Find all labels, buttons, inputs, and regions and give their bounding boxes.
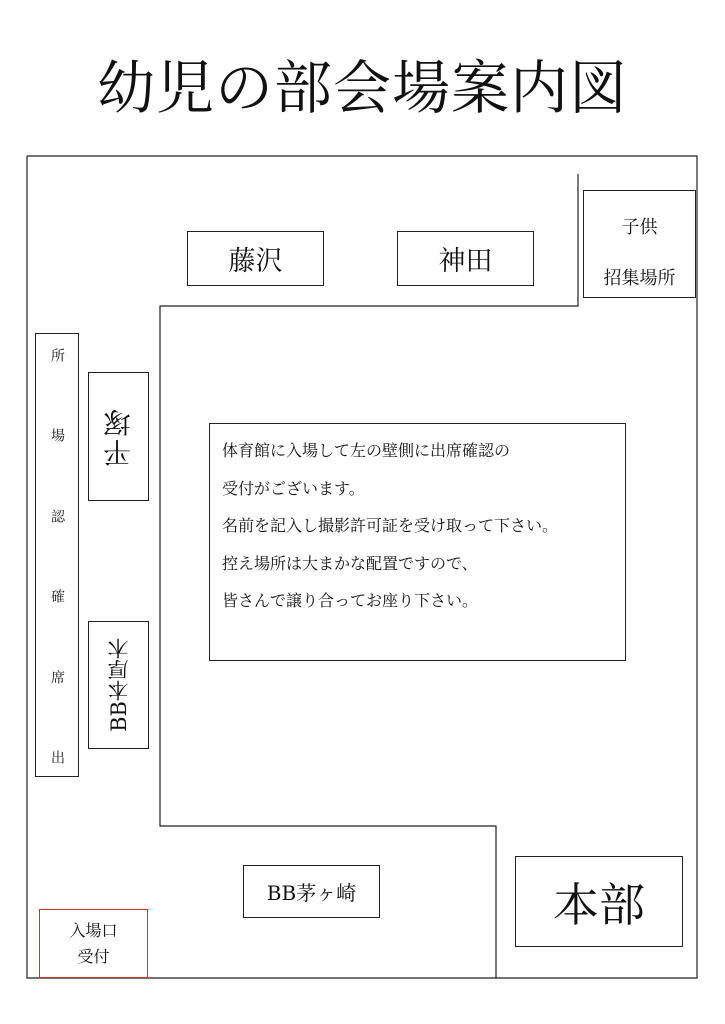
info-line-2: 受付がございます。 bbox=[222, 479, 365, 498]
area-bb-chigasaki-label: BB茅ヶ崎 bbox=[266, 881, 357, 905]
info-line-1: 体育館に入場して左の壁側に出席確認の bbox=[222, 441, 511, 460]
area-hiratsuka-label: 平塚 bbox=[101, 406, 135, 467]
info-line-3: 名前を記入し撮影許可証を受け取って下さい。 bbox=[222, 516, 559, 535]
attendance-char-5: 席 bbox=[49, 669, 65, 684]
area-fujisawa-label: 藤沢 bbox=[228, 246, 283, 277]
area-reception bbox=[39, 909, 148, 978]
reception-line2: 受付 bbox=[77, 946, 110, 966]
attendance-char-6: 出 bbox=[49, 749, 65, 764]
area-bb-honatsugi bbox=[88, 621, 149, 749]
info-line-5: 皆さんで譲り合ってお座り下さい。 bbox=[222, 591, 479, 610]
children-gathering-line1: 子供 bbox=[621, 217, 658, 238]
info-line-4: 控え場所は大まかな配置ですので、 bbox=[222, 554, 478, 573]
reception-line1: 入場口 bbox=[69, 920, 118, 940]
page-title: 幼児の部会場案内図 bbox=[96, 54, 628, 122]
info-box bbox=[209, 423, 626, 661]
area-kanda bbox=[397, 231, 534, 286]
area-attendance-check bbox=[35, 333, 79, 777]
attendance-char-3: 認 bbox=[49, 508, 65, 523]
area-headquarters bbox=[515, 856, 683, 947]
area-fujisawa bbox=[187, 231, 324, 286]
area-hiratsuka bbox=[88, 372, 149, 501]
children-gathering-line2: 招集場所 bbox=[603, 268, 676, 289]
attendance-char-1: 所 bbox=[49, 348, 65, 362]
area-kanda-label: 神田 bbox=[438, 246, 493, 277]
area-headquarters-label: 本部 bbox=[553, 877, 645, 932]
area-bb-chigasaki bbox=[243, 865, 380, 918]
area-children-gathering bbox=[583, 190, 696, 298]
attendance-char-2: 場 bbox=[49, 428, 65, 443]
attendance-char-4: 確 bbox=[49, 589, 65, 604]
area-bb-honatsugi-label: BB本厚木 bbox=[106, 638, 131, 732]
